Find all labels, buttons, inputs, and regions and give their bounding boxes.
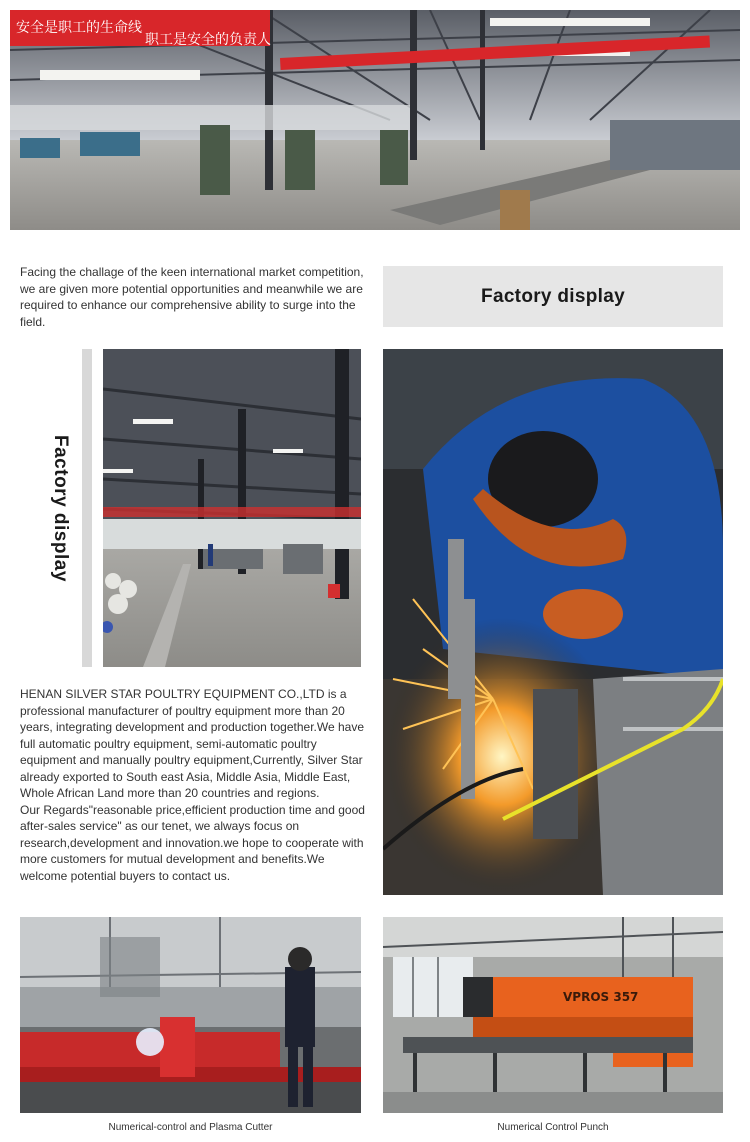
section-title-box — [383, 266, 723, 327]
plasma-cutter-caption: Numerical-control and Plasma Cutter — [108, 1122, 273, 1133]
side-divider-bar — [82, 349, 92, 667]
welding-worker-photo — [383, 349, 723, 895]
company-paragraph-1: HENAN SILVER STAR POULTRY EQUIPMENT CO.,LTD is a professional manufacturer of poultry equipment more than 20 years, integrating development and production together.We have full automatic poultry equipment, semi-automatic poultry equipment and manually poultry equipment,Currently, Silver Star already exported to South east Asia, Middle Asia, Middle East, Whole African Land more than 20 countries and regions. — [20, 687, 365, 800]
punch-machine-label: VPROS 357 — [563, 990, 639, 1004]
vertical-title-container — [40, 349, 80, 667]
banner-right-text: 职工是安全的负责人 — [145, 32, 271, 48]
cnc-punch-photo — [383, 917, 723, 1113]
banner-left-text: 安全是职工的生命线 — [16, 20, 142, 36]
cnc-punch-caption: Numerical Control Punch — [497, 1122, 609, 1133]
factory-hall-photo — [10, 10, 740, 230]
factory-interior-photo — [103, 349, 361, 667]
company-description — [20, 686, 365, 884]
section-title: Factory display — [481, 285, 625, 307]
intro-paragraph: Facing the challage of the keen international market competition, we are given more potential opportunities and meanwhile we are required to enhance our comprehensive ability to surge into the field. — [20, 265, 364, 329]
plasma-cutter-photo — [20, 917, 361, 1113]
company-paragraph-2: Our Regards"reasonable price,efficient production time and good after-sales service" as our tenet, we always focus on research,development and innovation.we hope to cooperate with more customers for mutual development and benefits.We welcome potential buyers to contact us. — [20, 802, 365, 883]
vertical-title: Factory display — [50, 434, 71, 582]
